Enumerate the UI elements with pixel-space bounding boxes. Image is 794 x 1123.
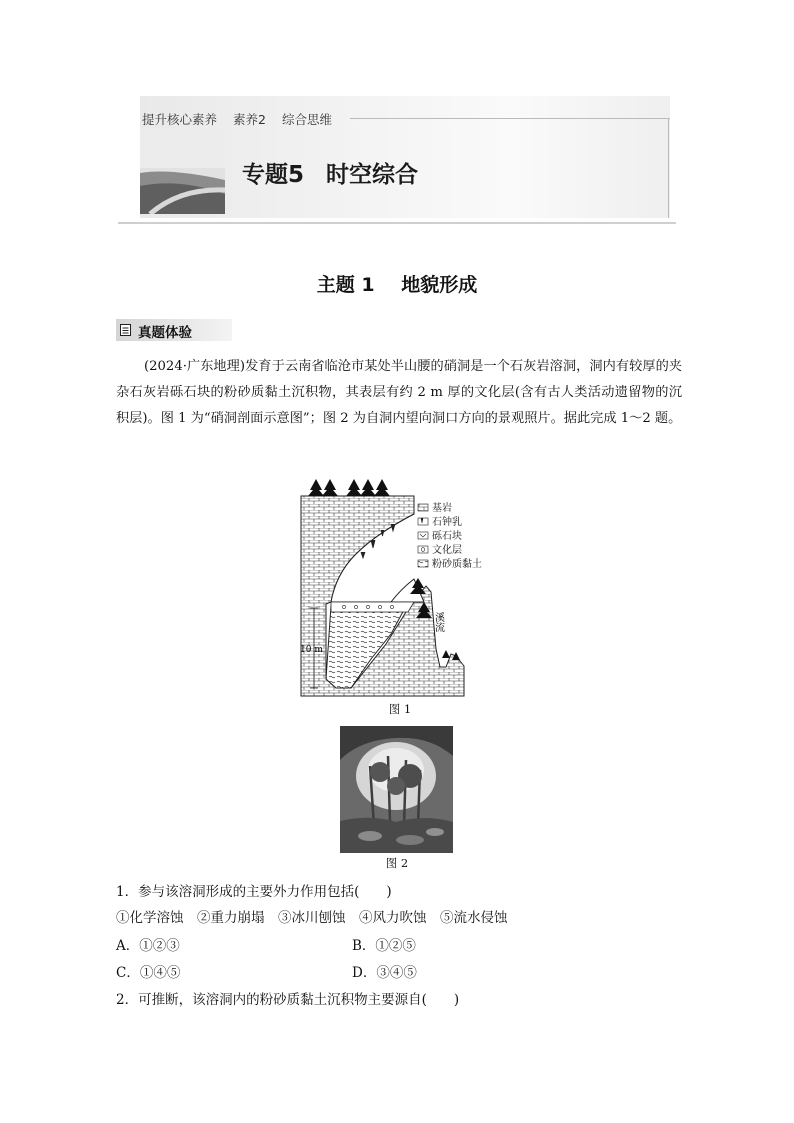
breadcrumb	[142, 110, 344, 128]
breadcrumb-item: 综合思维	[281, 112, 332, 127]
question-1-option-a[interactable]: A．①②③	[116, 938, 180, 954]
section-heading	[116, 319, 232, 341]
stream-label: 溪流	[432, 612, 444, 632]
figure2-caption: 图 2	[385, 856, 409, 870]
banner-underline	[118, 222, 676, 224]
scale-label: 10 m	[300, 645, 323, 655]
special-topic-label: 专题5	[242, 162, 305, 188]
cave-entrance-photo	[340, 726, 453, 853]
legend-item: 基岩	[432, 503, 452, 514]
question-1-option-c[interactable]: C．①④⑤	[116, 965, 181, 981]
question-1-stem: 1．参与该溶洞形成的主要外力作用包括( )	[116, 884, 392, 900]
section-label: 真题体验	[138, 325, 192, 341]
breadcrumb-item: 素养2	[233, 112, 266, 127]
special-topic-name: 时空综合	[326, 162, 419, 188]
theme-title	[0, 270, 794, 297]
legend-item: 粉砂质黏土	[432, 559, 482, 570]
document-icon	[120, 324, 131, 336]
landscape-photo	[140, 128, 225, 214]
banner-divider-vertical	[668, 118, 669, 218]
breadcrumb-item: 提升核心素养	[142, 112, 218, 127]
question-2-stem: 2．可推断，该溶洞内的粉砂质黏土沉积物主要源自( )	[116, 992, 460, 1008]
legend-item: 文化层	[432, 545, 462, 556]
question-1-items: ①化学溶蚀 ②重力崩塌 ③冰川刨蚀 ④风力吹蚀 ⑤流水侵蚀	[116, 910, 508, 926]
banner-divider	[350, 118, 670, 119]
question-1-option-b[interactable]: B．①②⑤	[352, 938, 416, 954]
special-topic-title	[242, 156, 432, 189]
cave-profile-diagram	[296, 474, 506, 702]
theme-label: 主题 1	[316, 274, 375, 296]
legend-item: 砾石块	[432, 531, 462, 542]
legend-item: 石钟乳	[432, 517, 462, 528]
intro-paragraph: (2024·广东地理)发育于云南省临沧市某处半山腰的硝洞是一个石灰岩溶洞，洞内有较厚的夹杂石灰岩砾石块的粉砂质黏土沉积物，其表层有约 2 m 厚的文化层(含有古人类活动遗留物的沉积层)。图 1 为“硝洞剖面示意图”；图 2 为自洞内望向洞口方向的景观照片。据此完成 1～2 题。	[116, 359, 682, 426]
figure1-caption: 图 1	[388, 702, 412, 716]
question-1-option-d[interactable]: D．③④⑤	[352, 965, 417, 981]
theme-name: 地貌形成	[401, 274, 478, 296]
